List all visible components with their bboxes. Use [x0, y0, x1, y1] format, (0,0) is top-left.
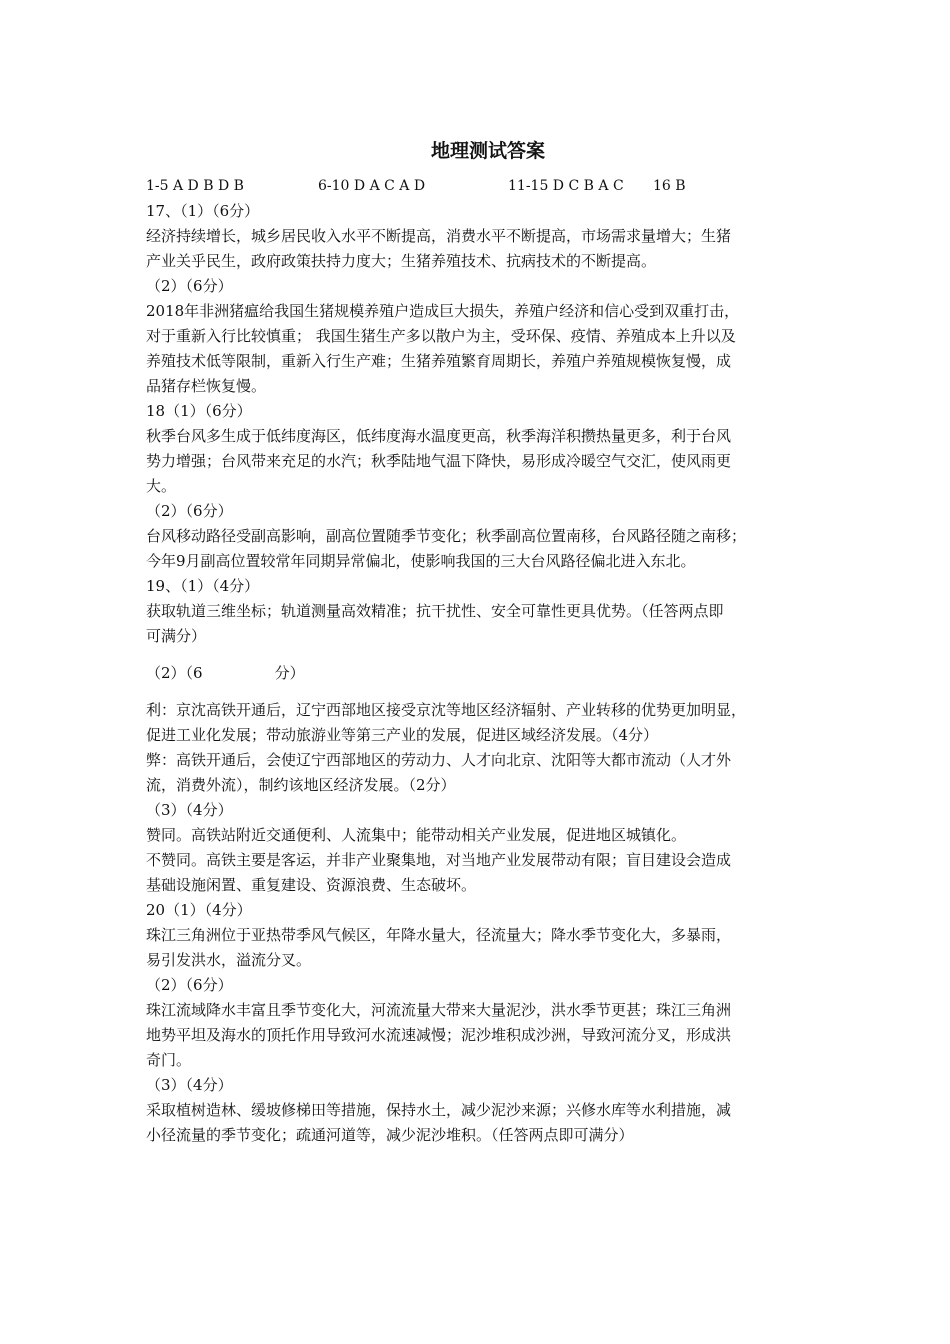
q18-part1-line: 大。	[146, 477, 177, 495]
q20-part3-line: 小径流量的季节变化；疏通河道等，减少泥沙堆积。（任答两点即可满分）	[146, 1126, 634, 1144]
q20-part3-heading: （3）（4分）	[146, 1076, 233, 1094]
q18-part1-heading: 18（1）（6分）	[146, 402, 252, 420]
q20-part1-line: 珠江三角洲位于亚热带季风气候区，年降水量大，径流量大；降水季节变化大，多暴雨，	[146, 926, 732, 944]
q17-part1-heading: 17、（1）（6分）	[146, 202, 260, 220]
q18-part2-line: 今年9月副高位置较常年同期异常偏北，使影响我国的三大台风路径偏北进入东北。	[146, 552, 696, 570]
q19-part2-line: 促进工业化发展；带动旅游业等第三产业的发展，促进区域经济发展。（4分）	[146, 726, 659, 744]
mc-answer-16: 16 B	[653, 178, 686, 194]
q20-part3-line: 采取植树造林、缓坡修梯田等措施，保持水土，减少泥沙来源；兴修水库等水利措施，减	[146, 1101, 732, 1119]
document-title: 地理测试答案	[430, 140, 545, 162]
q17-part2-heading: （2）（6分）	[146, 277, 233, 295]
q18-part2-line: 台风移动路径受副高影响，副高位置随季节变化；秋季副高位置南移，台风路径随之南移；	[146, 527, 747, 545]
q19-part3-line: 基础设施闲置、重复建设、资源浪费、生态破坏。	[146, 876, 477, 894]
q19-part2-heading-a: （2）（6	[146, 664, 203, 682]
q17-part1-line: 产业关乎民生，政府政策扶持力度大；生猪养殖技术、抗病技术的不断提高。	[146, 252, 657, 270]
mc-answer-6-10: 6-10 D A C A D	[318, 178, 426, 194]
mc-answer-11-15: 11-15 D C B A C	[508, 178, 624, 194]
q17-part2-line: 品猪存栏恢复慢。	[146, 377, 267, 395]
q19-part2-heading	[146, 661, 818, 686]
multiple-choice-answers	[146, 174, 818, 199]
q19-part1-line: 可满分）	[146, 627, 207, 645]
q20-part2-heading: （2）（6分）	[146, 976, 233, 994]
q20-part1-heading: 20（1）（4分）	[146, 901, 252, 919]
q18-part1-line: 秋季台风多生成于低纬度海区，低纬度海水温度更高，秋季海洋积攒热量更多，利于台风	[146, 427, 732, 445]
q20-part1-line: 易引发洪水，溢流分叉。	[146, 951, 312, 969]
q19-part2-line: 流，消费外流），制约该地区经济发展。（2分）	[146, 776, 456, 794]
answer-document	[146, 138, 818, 1148]
q17-part1-line: 经济持续增长，城乡居民收入水平不断提高，消费水平不断提高，市场需求量增大；生猪	[146, 227, 732, 245]
q17-part2-line: 养殖技术低等限制，重新入行生产难；生猪养殖繁育周期长，养殖户养殖规模恢复慢，成	[146, 352, 732, 370]
mc-answer-1-5: 1-5 A D B D B	[146, 178, 244, 194]
q17-part2-line: 2018年非洲猪瘟给我国生猪规模养殖户造成巨大损失，养殖户经济和信心受到双重打击，	[146, 302, 740, 320]
q19-part3-line: 赞同。高铁站附近交通便利、人流集中；能带动相关产业发展，促进地区城镇化。	[146, 826, 687, 844]
q20-part2-line: 奇门。	[146, 1051, 192, 1069]
q19-part1-line: 获取轨道三维坐标；轨道测量高效精准；抗干扰性、安全可靠性更具优势。（任答两点即	[146, 602, 724, 620]
q18-part1-line: 势力增强；台风带来充足的水汽；秋季陆地气温下降快，易形成冷暖空气交汇，使风雨更	[146, 452, 732, 470]
spacer	[146, 649, 818, 661]
q20-part2-line: 地势平坦及海水的顶托作用导致河水流速减慢；泥沙堆积成沙洲，导致河流分叉，形成洪	[146, 1026, 732, 1044]
q18-part2-heading: （2）（6分）	[146, 502, 233, 520]
q20-part2-line: 珠江流域降水丰富且季节变化大，河流流量大带来大量泥沙，洪水季节更甚；珠江三角洲	[146, 1001, 732, 1019]
q19-part2-line: 弊：高铁开通后，会使辽宁西部地区的劳动力、人才向北京、沈阳等大都市流动（人才外	[146, 751, 732, 769]
q19-part2-heading-b: 分）	[274, 664, 305, 682]
q17-part2-line: 对于重新入行比较慎重； 我国生猪生产多以散户为主，受环保、疫情、养殖成本上升以及	[146, 327, 736, 345]
q19-part3-line: 不赞同。高铁主要是客运，并非产业聚集地，对当地产业发展带动有限；盲目建设会造成	[146, 851, 732, 869]
q19-part3-heading: （3）（4分）	[146, 801, 233, 819]
q19-part2-line: 利：京沈高铁开通后，辽宁西部地区接受京沈等地区经济辐射、产业转移的优势更加明显，	[146, 701, 747, 719]
spacer	[146, 686, 818, 698]
q19-part1-heading: 19、（1）（4分）	[146, 577, 260, 595]
